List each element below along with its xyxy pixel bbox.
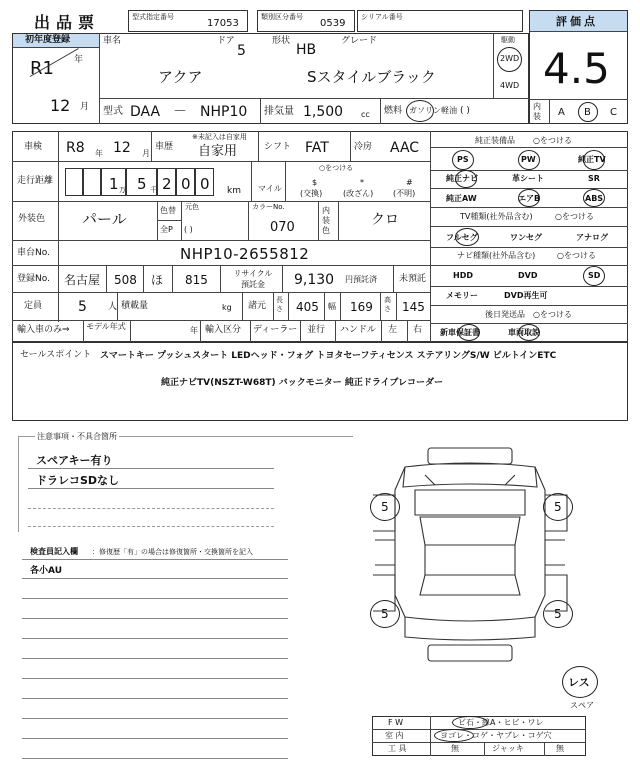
color-value: パール bbox=[82, 210, 127, 228]
mileage-opt3-sym: # bbox=[406, 178, 413, 187]
registration-label: 登録No. bbox=[17, 274, 50, 284]
legend-tools-label: 工 具 bbox=[388, 744, 407, 753]
mileage-opt1-text: (交換) bbox=[300, 189, 323, 198]
height-value: 145 bbox=[402, 300, 425, 314]
import-class-label: 輸入区分 bbox=[205, 325, 242, 335]
first-reg-month-unit: 月 bbox=[80, 102, 90, 112]
later-manual: 車両取説 bbox=[508, 328, 540, 337]
unpaid-label: 未預託 bbox=[399, 274, 427, 284]
registration-area: 名古屋 bbox=[64, 273, 101, 287]
color-no-value: 070 bbox=[270, 220, 295, 235]
interior-opt-b: B bbox=[584, 107, 591, 118]
history-label: 車歴 bbox=[155, 142, 174, 152]
navi-memory: メモリー bbox=[446, 291, 478, 300]
sheet-title: 出品票 bbox=[34, 13, 101, 32]
shift-label: シフト bbox=[264, 142, 292, 152]
grade-label: グレード bbox=[341, 36, 378, 46]
drive-4wd: 4WD bbox=[500, 81, 520, 90]
selling-points-line2: 純正ナビTV(NSZT-W68T) バックモニター 純正ドライブレコーダー bbox=[161, 378, 443, 388]
mileage-cell-4 bbox=[176, 168, 195, 196]
eq-ps: PS bbox=[457, 155, 469, 164]
legend-tools-value: 無 bbox=[451, 744, 459, 753]
mileage-digit-2: 5 bbox=[137, 175, 147, 193]
inspection-year-unit: 年 bbox=[95, 149, 103, 158]
ac-value: AAC bbox=[390, 140, 420, 156]
shape-value: HB bbox=[296, 42, 317, 58]
first-reg-month: 12 bbox=[50, 96, 71, 115]
doors-value: 5 bbox=[237, 43, 246, 59]
mileage-cell-1 bbox=[101, 168, 126, 196]
chassis-value: NHP10-2655812 bbox=[180, 245, 310, 263]
tire-fl: 5 bbox=[381, 500, 389, 514]
notes-line2: ドラレコSDなし bbox=[36, 474, 120, 487]
notes-label: 注意事項・不具合箇所 bbox=[37, 432, 117, 441]
spare-label: スペア bbox=[570, 701, 594, 710]
mileage-cell-3 bbox=[157, 168, 176, 196]
mileage-cell-blank2 bbox=[83, 168, 101, 196]
recycle-amount: 9,130 bbox=[294, 272, 335, 288]
tire-rr: 5 bbox=[554, 607, 562, 621]
displacement-unit: cc bbox=[361, 110, 370, 119]
tv-analog: アナログ bbox=[576, 233, 608, 242]
category-label: 類別区分番号 bbox=[261, 13, 303, 21]
mileage-opt1-sym: $ bbox=[312, 178, 318, 187]
import-dealer: ディーラー bbox=[253, 325, 298, 335]
first-reg-year-unit: 年 bbox=[74, 55, 84, 65]
ac-label: 冷房 bbox=[354, 142, 373, 152]
legend-fw-label: F W bbox=[388, 718, 404, 727]
handle-label: ハンドル bbox=[340, 325, 377, 335]
fuel-paren: ( ) bbox=[460, 106, 470, 116]
color-paren: ( ) bbox=[184, 225, 193, 234]
handle-left: 左 bbox=[388, 325, 398, 335]
color-original-label: 元色 bbox=[185, 203, 199, 211]
drive-2wd: 2WD bbox=[500, 54, 520, 63]
interior-color-value: クロ bbox=[371, 212, 399, 228]
recycle-unit: 円預託済 bbox=[345, 275, 377, 284]
mileage-digit-3: 2 bbox=[162, 175, 172, 193]
later-title: 後日発送品 bbox=[485, 310, 525, 319]
mileage-digit-5: 0 bbox=[200, 175, 210, 193]
recycle-label: リサイクル預託金 bbox=[233, 269, 273, 289]
interior-opt-a: A bbox=[558, 107, 565, 118]
serial-box bbox=[357, 10, 523, 32]
model-year-label: モデル年式 bbox=[86, 322, 126, 331]
import-label: 輸入車のみ⇒ bbox=[17, 325, 70, 335]
displacement-label: 排気量 bbox=[264, 106, 294, 117]
width-value: 169 bbox=[350, 300, 373, 314]
car-diagram bbox=[365, 445, 575, 670]
tire-rl: 5 bbox=[381, 607, 389, 621]
selling-points-label: セールスポイント bbox=[20, 350, 92, 360]
legend-jack-value: 無 bbox=[556, 744, 564, 753]
load-label: 積載量 bbox=[121, 301, 149, 311]
mileage-cell-5 bbox=[195, 168, 214, 196]
eq-airbag: エアB bbox=[518, 194, 541, 203]
mileage-cell-blank bbox=[65, 168, 83, 196]
capacity-value: 5 bbox=[78, 299, 87, 315]
model-dash: － bbox=[173, 104, 187, 120]
car-name-label: 車名 bbox=[103, 36, 122, 46]
model-designation-value: 17053 bbox=[207, 18, 239, 29]
navi-title: ナビ種類(社外品含む) bbox=[457, 251, 536, 260]
tv-title: TV種類(社外品含む) bbox=[460, 212, 533, 221]
score-label: 評価点 bbox=[556, 15, 598, 28]
color-no-label: カラーNo. bbox=[252, 203, 285, 211]
selling-points-line1: スマートキー プッシュスタート LEDヘッド・フォグ トヨタセーフティセンス ステアリングS/W ビルトインETC bbox=[100, 351, 557, 361]
dims-label: 諸元 bbox=[248, 301, 267, 311]
eq-sr: SR bbox=[588, 174, 600, 183]
shift-value: FAT bbox=[305, 140, 329, 156]
chassis-label: 車台No. bbox=[17, 248, 50, 258]
later-warranty: 新車保証書 bbox=[440, 328, 480, 337]
model-code: NHP10 bbox=[200, 104, 248, 120]
inspection-label: 車検 bbox=[24, 142, 43, 152]
inspector-label: 検査員記入欄 bbox=[30, 547, 78, 556]
capacity-label: 定員 bbox=[24, 301, 43, 311]
legend-jack-label: ジャッキ bbox=[492, 744, 524, 753]
car-name: アクア bbox=[158, 68, 203, 86]
mileage-cell-2 bbox=[126, 168, 157, 196]
grade-value: Sスタイルブラック bbox=[307, 68, 436, 86]
mileage-man: 万 bbox=[119, 186, 126, 194]
height-label: 高さ bbox=[384, 296, 391, 313]
legend-interior-label: 室 内 bbox=[385, 731, 404, 740]
notes-line1: スペアキー有り bbox=[36, 454, 113, 467]
interior-opt-c: C bbox=[610, 107, 617, 118]
equipment-note: ○をつける bbox=[533, 136, 572, 145]
color-all-label: 全P bbox=[160, 225, 173, 234]
spare-value: レス bbox=[568, 676, 590, 689]
legend-fw-items: ビ石・線A・ヒビ・ワレ bbox=[458, 718, 544, 727]
tv-oneseg: ワンセグ bbox=[510, 233, 542, 242]
mileage-unit: km bbox=[227, 186, 241, 196]
import-parallel: 並行 bbox=[307, 325, 326, 335]
eq-aw: 純正AW bbox=[446, 194, 477, 203]
mileage-circle-note: ○をつける bbox=[319, 164, 354, 172]
history-note: ※未記入は自家用 bbox=[192, 133, 247, 141]
drive-label: 駆動 bbox=[501, 36, 515, 44]
navi-hdd: HDD bbox=[453, 271, 473, 280]
first-reg-header bbox=[13, 34, 99, 48]
mileage-opt2-sym: * bbox=[360, 178, 364, 187]
registration-class: 508 bbox=[114, 273, 137, 287]
equipment-title: 純正装備品 bbox=[475, 136, 515, 145]
load-unit: kg bbox=[222, 303, 232, 312]
interior-color-label: 内装色 bbox=[322, 206, 330, 235]
fuel-label: 燃料 bbox=[384, 106, 403, 116]
shape-label: 形状 bbox=[272, 36, 291, 46]
mileage-opt2-text: (改ざん) bbox=[343, 189, 374, 198]
model-designation-label: 型式指定番号 bbox=[132, 13, 174, 21]
eq-pw: PW bbox=[521, 155, 536, 164]
model-prefix: DAA bbox=[130, 104, 161, 120]
registration-kana: ほ bbox=[151, 273, 164, 287]
mileage-digit-1: 1 bbox=[109, 175, 119, 193]
eq-abs: ABS bbox=[585, 194, 604, 203]
navi-dvd: DVD bbox=[518, 271, 538, 280]
category-box bbox=[257, 10, 355, 32]
length-value: 405 bbox=[296, 300, 319, 314]
mileage-sen: 千 bbox=[150, 186, 157, 194]
serial-label: シリアル番号 bbox=[361, 13, 403, 21]
navi-dvd-play: DVD再生可 bbox=[504, 291, 548, 300]
length-label: 長さ bbox=[276, 296, 283, 313]
legend-interior-items: ヨゴレ・コゲ・ヤブレ・コゲ穴 bbox=[440, 731, 552, 740]
inspection-month: 12 bbox=[113, 140, 131, 156]
score-header bbox=[530, 11, 627, 32]
navi-sd: SD bbox=[588, 271, 601, 280]
handle-right: 右 bbox=[413, 325, 423, 335]
interior-score-label: 内装 bbox=[533, 102, 541, 121]
navi-note: ○をつける bbox=[557, 251, 596, 260]
registration-number: 815 bbox=[185, 273, 208, 287]
tire-fr: 5 bbox=[554, 500, 562, 514]
inspection-era: R8 bbox=[66, 140, 85, 156]
inspector-line1: 各小AU bbox=[30, 566, 62, 576]
fuel-light-oil: 軽油 bbox=[441, 106, 457, 115]
category-value: 0539 bbox=[320, 18, 346, 29]
capacity-unit: 人 bbox=[108, 302, 118, 312]
eq-navi: 純正ナビ bbox=[446, 174, 478, 183]
first-reg-label: 初年度登録 bbox=[25, 35, 71, 45]
doors-label: ドア bbox=[217, 36, 235, 46]
history-value: 自家用 bbox=[198, 144, 238, 159]
color-change-label: 色替 bbox=[160, 206, 176, 215]
later-note: ○をつける bbox=[533, 310, 572, 319]
model-designation-box bbox=[128, 10, 248, 32]
model-label: 型式 bbox=[103, 106, 123, 117]
fuel-gasoline: ガソリン bbox=[409, 106, 441, 115]
tv-fullseg: フルセグ bbox=[446, 233, 478, 242]
eq-leather: 革シート bbox=[512, 174, 544, 183]
model-year-unit: 年 bbox=[190, 326, 198, 335]
displacement-value: 1,500 bbox=[303, 104, 344, 120]
width-label: 幅 bbox=[328, 302, 336, 311]
mileage-opt3-text: (不明) bbox=[393, 189, 416, 198]
mileage-label: 走行距離 bbox=[17, 176, 54, 186]
score-value: 4.5 bbox=[543, 44, 610, 93]
first-reg-era: R1 bbox=[30, 58, 54, 79]
mileage-digit-4: 0 bbox=[181, 175, 191, 193]
mile-label: マイル bbox=[258, 184, 282, 193]
inspector-sublabel: ：修復歴「有」の場合は修復箇所・交換箇所を記入 bbox=[92, 548, 253, 556]
inspection-month-unit: 月 bbox=[142, 149, 150, 158]
tv-note: ○をつける bbox=[555, 212, 594, 221]
eq-tv: 純正TV bbox=[578, 155, 606, 164]
color-label: 外装色 bbox=[18, 214, 46, 224]
